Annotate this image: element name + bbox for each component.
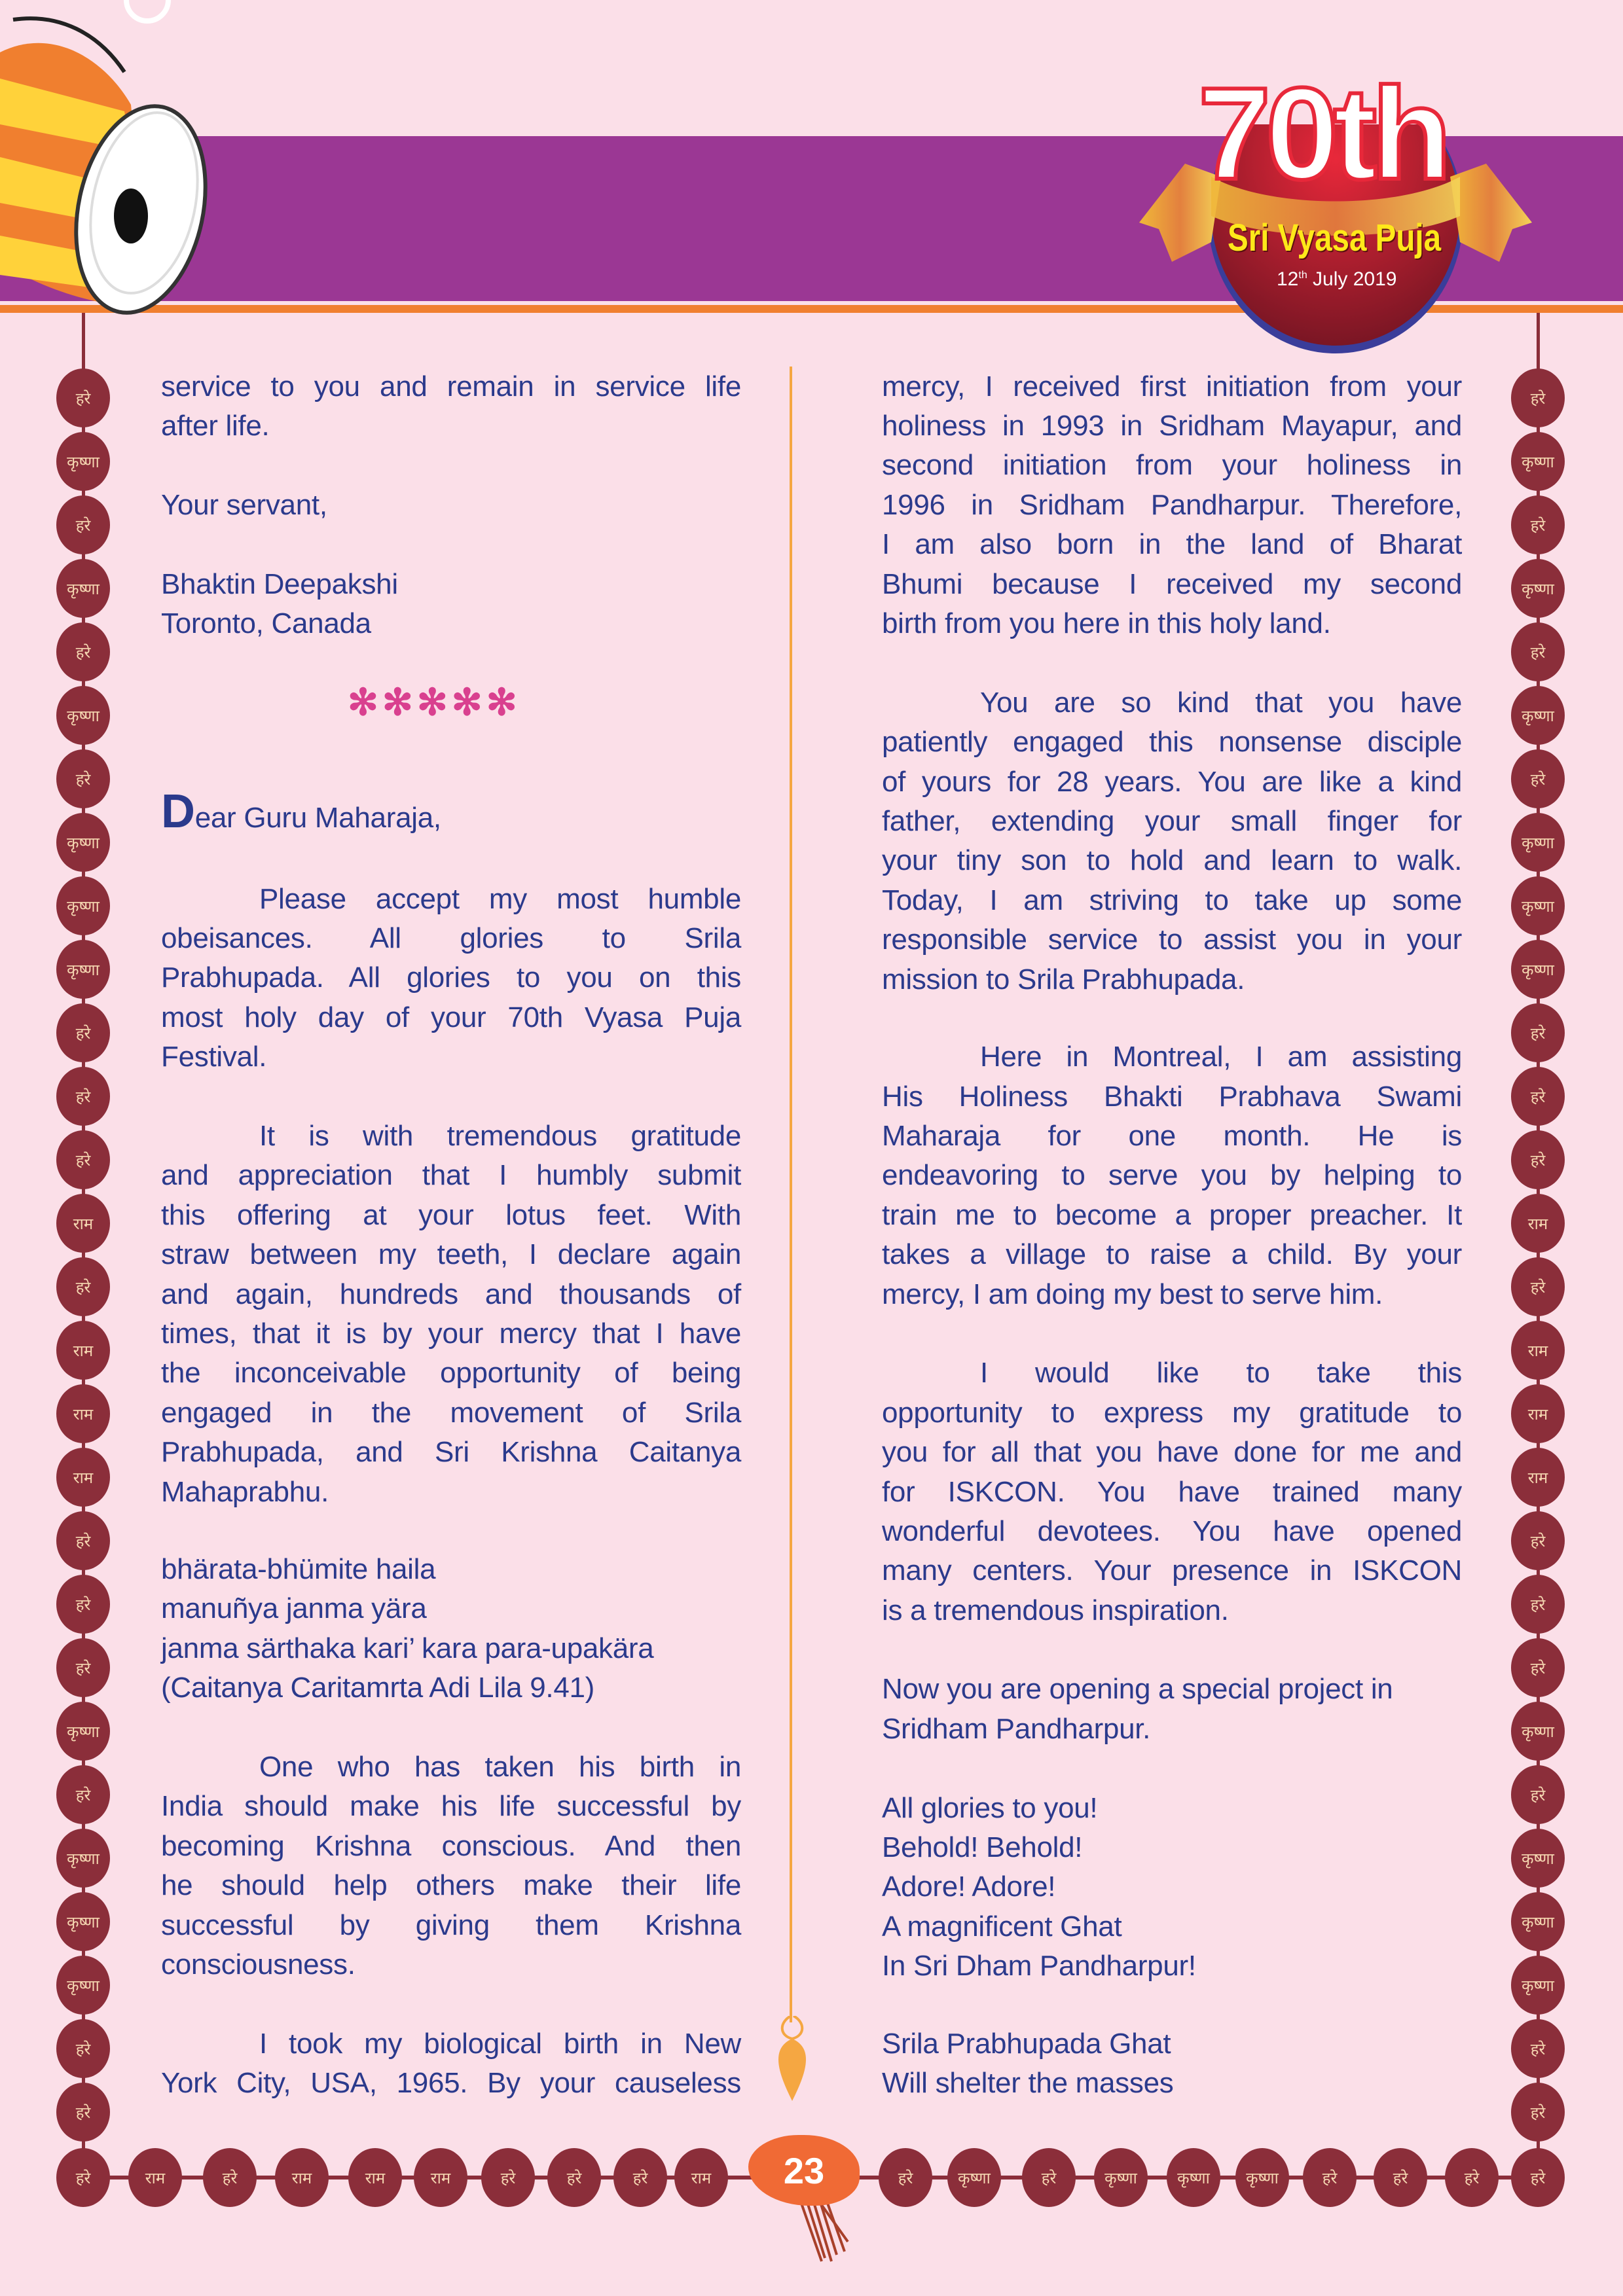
bead: राम xyxy=(674,2148,728,2207)
paragraph-line: Mahaprabhu. xyxy=(161,1475,329,1508)
salutation xyxy=(161,785,741,838)
paragraph-line: Here in Montreal, I am assisting xyxy=(980,1041,1462,1073)
bead: हरे xyxy=(1511,1067,1565,1126)
bead: कृष्णा xyxy=(1167,2148,1220,2207)
bead: हरे xyxy=(1374,2148,1427,2207)
paragraph-line: I would like to take this xyxy=(980,1357,1462,1390)
paragraph-line: is a tremendous inspiration. xyxy=(882,1594,1229,1626)
bead: हरे xyxy=(1511,368,1565,427)
bead: कृष्णा xyxy=(56,1892,110,1951)
bead: कृष्णा xyxy=(947,2148,1001,2207)
paragraph-line: Srila Prabhupada Ghat xyxy=(882,2027,1171,2060)
paragraph-line: patiently engaged this nonsense disciple xyxy=(882,726,1462,759)
paragraph-line: your tiny son to hold and learn to walk. xyxy=(882,844,1462,877)
paragraph-line: janma särthaka kari’ kara para-upakära xyxy=(161,1632,654,1664)
bead: कृष्णा xyxy=(1511,1702,1565,1761)
bead: हरे xyxy=(547,2148,601,2207)
paragraph-line: In Sri Dham Pandharpur! xyxy=(882,1950,1196,1982)
paragraph-line: Prabhupada. All glories to you on this xyxy=(161,961,741,994)
bead: कृष्णा xyxy=(56,1956,110,2015)
bead: हरे xyxy=(481,2148,535,2207)
bead: कृष्णा xyxy=(1235,2148,1289,2207)
paragraph-line: successful by giving them Krishna xyxy=(161,1909,741,1941)
badge-date-suffix: th xyxy=(1298,270,1307,281)
paragraph-line: Festival. xyxy=(161,1041,267,1073)
paragraph-line: His Holiness Bhakti Prabhava Swami xyxy=(882,1080,1462,1113)
bead: राम xyxy=(56,1384,110,1443)
badge-title: Sri Vyasa Puja xyxy=(1228,217,1442,259)
bead: हरे xyxy=(1303,2148,1357,2207)
paragraph-line: this offering at your lotus feet. With xyxy=(161,1198,741,1231)
bead: हरे xyxy=(1511,1765,1565,1824)
bead: हरे xyxy=(879,2148,932,2207)
paragraph-line: Today, I am striving to take up some xyxy=(882,884,1462,916)
bead: कृष्णा xyxy=(56,432,110,491)
paragraph-line: after life. xyxy=(161,409,270,442)
bead: राम xyxy=(56,1194,110,1253)
bead: हरे xyxy=(1511,749,1565,808)
bead: कृष्णा xyxy=(56,686,110,745)
paragraph-line: obeisances. All glories to Srila xyxy=(161,922,741,954)
badge-date-day: 12 xyxy=(1277,268,1299,290)
paragraph-line: birth from you here in this holy land. xyxy=(882,607,1331,639)
bead: हरे xyxy=(1511,1003,1565,1062)
paragraph-line: Prabhupada, and Sri Krishna Caitanya xyxy=(161,1436,741,1469)
bead: राम xyxy=(56,1448,110,1507)
bead: हरे xyxy=(1511,495,1565,554)
bead: राम xyxy=(348,2148,402,2207)
bead: कृष्णा xyxy=(1511,432,1565,491)
salutation-text: ear Guru Maharaja, xyxy=(194,802,441,834)
paragraph-line: becoming Krishna conscious. And then xyxy=(161,1829,741,1862)
paragraph-line: Sridham Pandharpur. xyxy=(882,1712,1151,1745)
paragraph-line: York City, USA, 1965. By your causeless xyxy=(161,2067,741,2100)
bead: कृष्णा xyxy=(1511,813,1565,872)
bead: हरे xyxy=(1511,2148,1565,2207)
bead: हरे xyxy=(56,1638,110,1697)
bead: हरे xyxy=(1511,1511,1565,1570)
bead: हरे xyxy=(1022,2148,1076,2207)
paragraph-line: wonderful devotees. You have opened xyxy=(882,1515,1462,1547)
bead: राम xyxy=(128,2148,182,2207)
paragraph-line: One who has taken his birth in xyxy=(259,1751,741,1784)
bead: कृष्णा xyxy=(1511,559,1565,618)
bead: कृष्णा xyxy=(56,1829,110,1888)
salutation-dropcap: D xyxy=(161,785,195,838)
paragraph-line: Will shelter the masses xyxy=(882,2067,1174,2100)
badge-anniversary-number: 70th xyxy=(1198,61,1447,207)
paragraph-line: second initiation from your holiness in xyxy=(882,449,1462,482)
bead: कृष्णा xyxy=(56,1702,110,1761)
paragraph-line: straw between my teeth, I declare again xyxy=(161,1238,741,1271)
bead: कृष्णा xyxy=(56,940,110,999)
bead: हरे xyxy=(56,749,110,808)
paragraph-line: takes a village to raise a child. By your xyxy=(882,1238,1462,1271)
bead: कृष्णा xyxy=(1094,2148,1148,2207)
bead: कृष्णा xyxy=(1511,876,1565,935)
paragraph-line: Adore! Adore! xyxy=(882,1871,1056,1903)
bead: हरे xyxy=(1511,1257,1565,1316)
bead: हरे xyxy=(56,368,110,427)
bead: हरे xyxy=(203,2148,257,2207)
paragraph-line: (Caitanya Caritamrta Adi Lila 9.41) xyxy=(161,1672,595,1704)
paragraph-line: of yours for 28 years. You are like a kind xyxy=(882,765,1462,798)
paragraph-line: I took my biological birth in New xyxy=(259,2027,741,2060)
paragraph-line: endeavoring to serve you by helping to xyxy=(882,1159,1462,1192)
paragraph-line: Please accept my most humble xyxy=(259,882,741,915)
paragraph-line: many centers. Your presence in ISKCON xyxy=(882,1554,1462,1587)
badge-date xyxy=(1277,268,1396,291)
divider-drop-ornament xyxy=(766,2016,818,2104)
bead: हरे xyxy=(1511,2019,1565,2078)
badge-date-rest: July 2019 xyxy=(1307,268,1397,290)
bead: हरे xyxy=(56,1575,110,1634)
paragraph-line: bhärata-bhümite haila xyxy=(161,1553,436,1586)
bead: हरे xyxy=(1511,2083,1565,2142)
paragraph-line: Bhumi because I received my second xyxy=(882,567,1462,600)
page-number: 23 xyxy=(748,2135,860,2206)
bead: राम xyxy=(414,2148,467,2207)
bead: हरे xyxy=(56,495,110,554)
paragraph-line: I am also born in the land of Bharat xyxy=(882,528,1462,561)
paragraph-line: mission to Srila Prabhupada. xyxy=(882,963,1245,996)
paragraph-line: service to you and remain in service life xyxy=(161,370,741,403)
paragraph-line: times, that it is by your mercy that I have xyxy=(161,1317,741,1350)
bead: कृष्णा xyxy=(56,813,110,872)
paragraph-line: Your servant, xyxy=(161,488,327,521)
bead: कृष्णा xyxy=(56,559,110,618)
bead: राम xyxy=(1511,1384,1565,1443)
bead: हरे xyxy=(1511,1638,1565,1697)
bead: हरे xyxy=(1511,1575,1565,1634)
paragraph-line: You are so kind that you have xyxy=(980,686,1462,719)
bead: हरे xyxy=(56,1257,110,1316)
bead: हरे xyxy=(56,2019,110,2078)
paragraph-line: train me to become a proper preacher. It xyxy=(882,1198,1462,1231)
paragraph-line: 1996 in Sridham Pandharpur. Therefore, xyxy=(882,488,1462,521)
bead: हरे xyxy=(56,622,110,681)
bead: हरे xyxy=(56,1067,110,1126)
paragraph-line: mercy, I received first initiation from your xyxy=(882,370,1462,403)
column-divider xyxy=(790,367,792,2022)
bead: हरे xyxy=(56,1511,110,1570)
paragraph-line: the inconceivable opportunity of being xyxy=(161,1357,741,1390)
bead: राम xyxy=(1511,1321,1565,1380)
paragraph-line: for ISKCON. You have trained many xyxy=(882,1475,1462,1508)
paragraph-line: engaged in the movement of Srila xyxy=(161,1396,741,1429)
paragraph-line: Maharaja for one month. He is xyxy=(882,1119,1462,1152)
bead: कृष्णा xyxy=(1511,686,1565,745)
bead: कृष्णा xyxy=(56,876,110,935)
paragraph-line: All glories to you! xyxy=(882,1791,1098,1824)
paragraph-line: mercy, I am doing my best to serve him. xyxy=(882,1278,1383,1310)
paragraph-line: and again, hundreds and thousands of xyxy=(161,1278,741,1310)
paragraph-line: Now you are opening a special project in xyxy=(882,1673,1393,1706)
bead: हरे xyxy=(56,2148,110,2207)
paragraph-line: Bhaktin Deepakshi xyxy=(161,567,398,600)
page-tassel xyxy=(786,2196,864,2268)
paragraph-line: A magnificent Ghat xyxy=(882,1910,1122,1943)
bead: हरे xyxy=(1511,622,1565,681)
paragraph-line: father, extending your small finger for xyxy=(882,804,1462,837)
bead: कृष्णा xyxy=(1511,940,1565,999)
mridanga-drum-illustration xyxy=(0,0,223,321)
bead: राम xyxy=(1511,1194,1565,1253)
paragraph-line: It is with tremendous gratitude xyxy=(259,1119,741,1152)
paragraph-line: manuñya janma yära xyxy=(161,1592,427,1625)
bead: कृष्णा xyxy=(1511,1829,1565,1888)
bead: राम xyxy=(56,1321,110,1380)
bead: हरे xyxy=(56,1003,110,1062)
paragraph-line: opportunity to express my gratitude to xyxy=(882,1396,1462,1429)
paragraph-line: consciousness. xyxy=(161,1948,356,1981)
paragraph-line: holiness in 1993 in Sridham Mayapur, and xyxy=(882,409,1462,442)
bead: कृष्णा xyxy=(1511,1956,1565,2015)
paragraph-line: he should help others make their life xyxy=(161,1869,741,1902)
bead: हरे xyxy=(56,1130,110,1189)
paragraph-line: Behold! Behold! xyxy=(882,1831,1083,1864)
bead: हरे xyxy=(1445,2148,1499,2207)
bead: राम xyxy=(1511,1448,1565,1507)
paragraph-line: India should make his life successful by xyxy=(161,1790,741,1823)
section-separator-stars: ✻✻✻✻✻ xyxy=(348,681,521,723)
paragraph-line: Toronto, Canada xyxy=(161,607,371,639)
bead: हरे xyxy=(613,2148,667,2207)
bead: हरे xyxy=(1511,1130,1565,1189)
bead: हरे xyxy=(56,2083,110,2142)
bead: राम xyxy=(275,2148,329,2207)
bead: हरे xyxy=(56,1765,110,1824)
bead: कृष्णा xyxy=(1511,1892,1565,1951)
paragraph-line: you for all that you have done for me and xyxy=(882,1436,1462,1469)
paragraph-line: and appreciation that I humbly submit xyxy=(161,1159,741,1192)
paragraph-line: responsible service to assist you in your xyxy=(882,924,1462,956)
paragraph-line: most holy day of your 70th Vyasa Puja xyxy=(161,1001,741,1033)
